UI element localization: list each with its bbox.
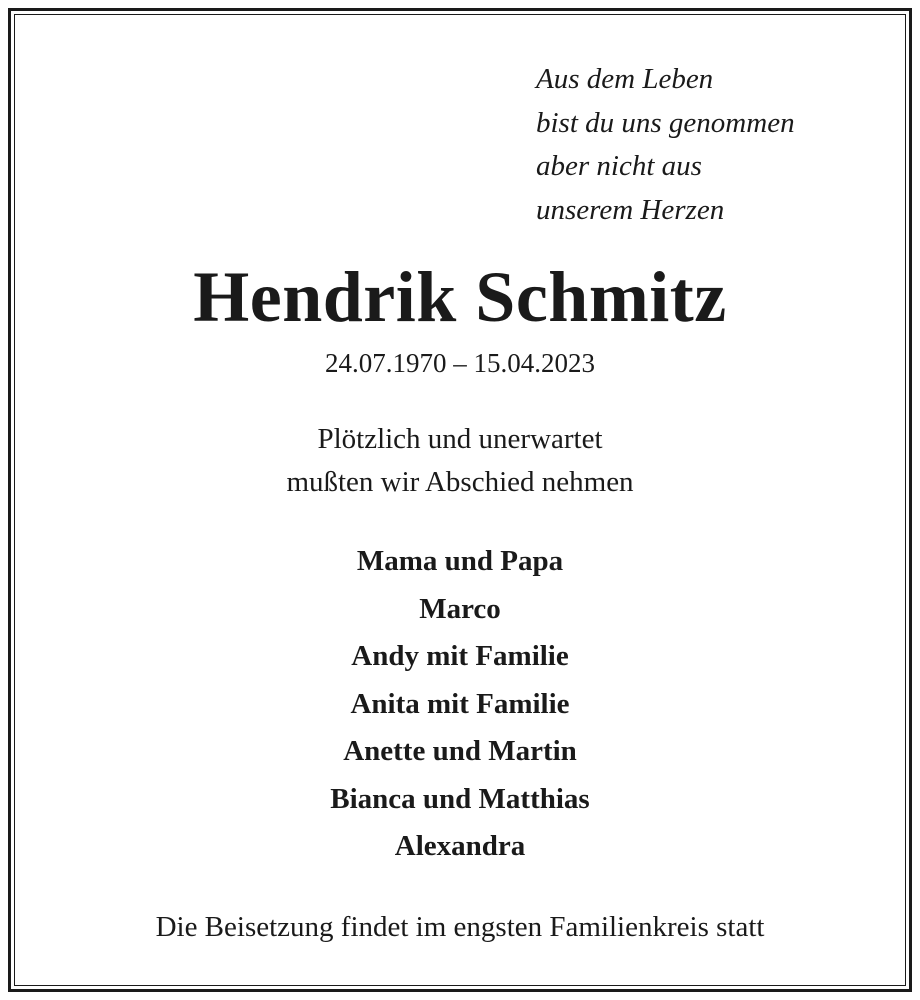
mourner-name: Mama und Papa [356, 545, 564, 577]
mourners-list [0, 538, 920, 871]
mourner-name: Anette und Martin [343, 735, 577, 767]
mourner-name: Marco [419, 592, 501, 625]
funeral-note: Die Beisetzung findet im engsten Familienkreis statt [155, 911, 765, 943]
mourner-name: Andy mit Familie [351, 640, 569, 672]
deceased-name: Hendrik Schmitz [193, 257, 727, 337]
mourner-name: Bianca und Matthias [330, 782, 590, 815]
quote-line: bist du uns genommen [536, 106, 795, 139]
message-line: Plötzlich und unerwartet [317, 423, 603, 455]
quote-line: unserem Herzen [536, 193, 725, 226]
memorial-quote [536, 58, 795, 232]
condolence-message [0, 418, 920, 504]
message-line: mußten wir Abschied nehmen [286, 466, 634, 498]
mourner-name: Anita mit Familie [350, 687, 570, 720]
life-dates: 24.07.1970 – 15.04.2023 [325, 348, 595, 378]
quote-line: aber nicht aus [536, 150, 702, 182]
quote-line: Aus dem Leben [536, 63, 714, 95]
mourner-name: Alexandra [394, 830, 526, 862]
